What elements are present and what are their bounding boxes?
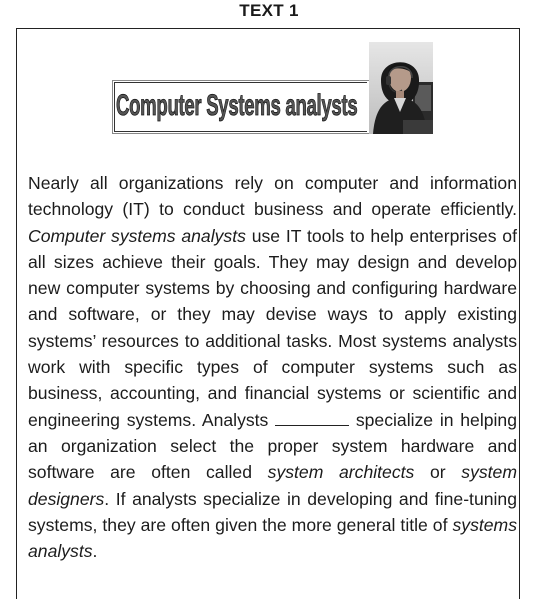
paragraph-text: .: [92, 541, 98, 562]
paragraph-text: . If analysts specialize in developing and fine-tuning systems, they are often given the more general title of: [28, 488, 517, 535]
paragraph-text: Nearly all organizations rely on computer and information technology (IT) to conduct business and operate efficiently.: [28, 173, 517, 220]
person-with-headset-photo: [369, 42, 433, 134]
paragraph-text: use IT tools to help enterprises of all sizes achieve their goals. They may design and develop new computer systems by choosing and configuring hardware and software, or they may devise ways to apply existing systems’ resources to additional tasks. Most systems analysts work with specific types of computer systems such as business, accounting, and financial systems or scientific and engineering systems. Analysts: [28, 225, 517, 430]
emphasized-term: system architects: [267, 462, 415, 483]
paragraph-text: or: [414, 462, 462, 483]
emphasized-term: system designers: [28, 462, 517, 509]
banner-title: Computer Systems analysts: [116, 89, 358, 122]
paragraph-text: specialize in helping an organization select the proper system hardware and software are often called: [28, 409, 517, 483]
emphasized-term: Computer systems analysts: [28, 225, 246, 246]
document-title: TEXT 1: [239, 1, 299, 20]
body-paragraph: [28, 170, 517, 564]
emphasized-term: systems analysts: [28, 514, 517, 562]
fill-in-blank: [275, 411, 349, 426]
